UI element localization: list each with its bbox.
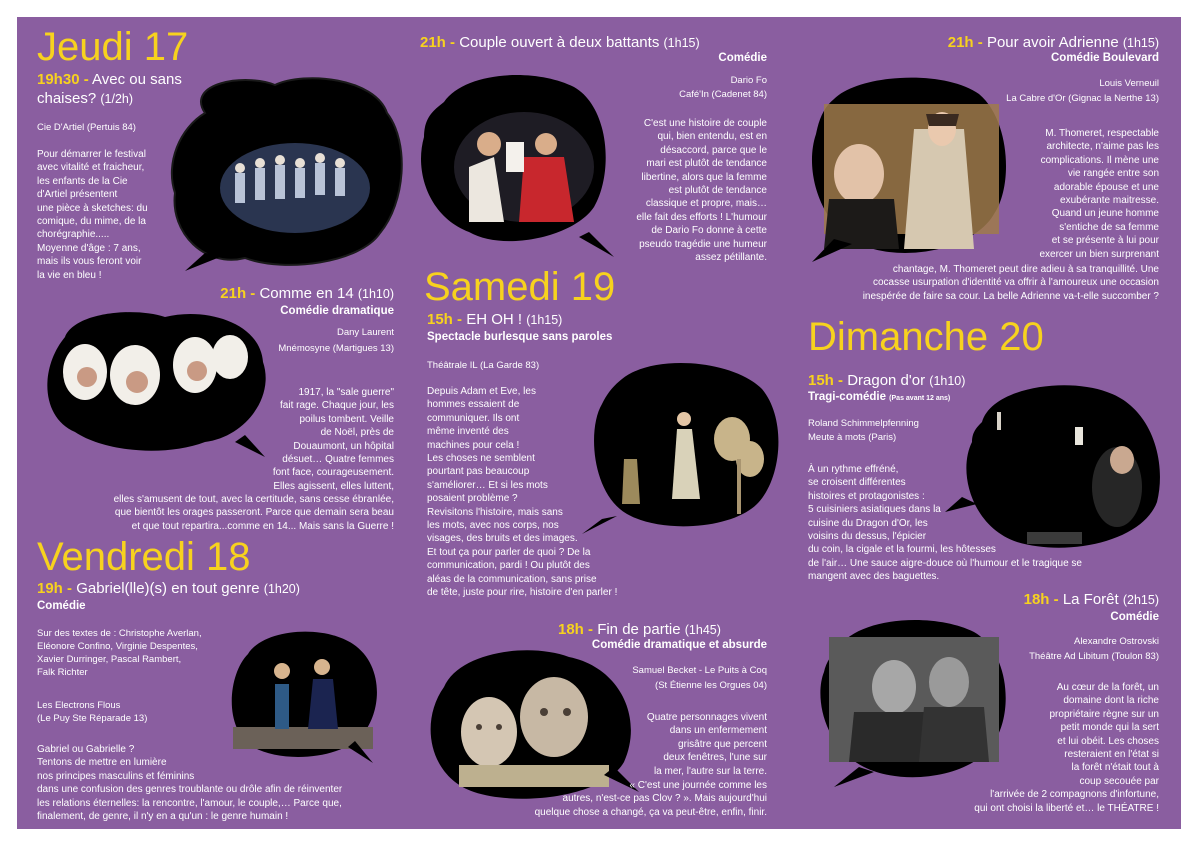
genre-label: Comédie <box>37 600 86 612</box>
show-description-bottom: « C'est une journée comme les autres, n'est-ce pas Clov ? ». Mais aujourd'hui quelque chose a changé, ça va peut-être, enfin, finir. <box>534 780 767 818</box>
show-description: 1917, la "sale guerre" fait rage. Chaque jour, les poilus tombent. Veille de Noël, près de Douaumont, un hôpital désuet… Quatre femmes font face, courageusement. Elles agissent, elles luttent, <box>272 387 394 492</box>
company: Meute à mots (Paris) <box>808 432 897 443</box>
show-description: Depuis Adam et Eve, les hommes essaient de communiquer. Ils ont même inventé des machines pour cela ! Les choses ne semblent pourtant pas beaucoup s'améliorer… Et si les mots posaient problème ? Revisitons l'histoire, mais sans les mots, avec nos corps, nos visages, des bruits et des images. Et tout ça pour parler de quoi ? De la communication, pardi ! Ou plutôt des aléas de la communication, sans prise de tête, juste pour rire, histoire d'en parler ! <box>427 386 618 599</box>
genre-label: Spectacle burlesque sans paroles <box>427 331 613 343</box>
show-title-line2: chaises? (1/2h) <box>37 90 134 107</box>
company: (St Étienne les Orgues 04) <box>655 680 767 691</box>
show-description: Pour démarrer le festival avec vitalité et fraicheur, les enfants de la Cie d'Artiel présentent une pièce à sketches: du comique, du mime, de la chorégraphie..... Moyenne d'âge : 7 ans, mais ils vous feront voir la vie en bleu ! <box>37 149 148 281</box>
show-title-la-foret: 18h - La Forêt (2h15) <box>1023 591 1159 608</box>
show-title-eh-oh: 15h - EH OH ! (1h15) <box>427 311 563 328</box>
show-title-comme-en-14: 21h - Comme en 14 (1h10) <box>220 285 394 302</box>
show-title-pour-avoir-adrienne: 21h - Pour avoir Adrienne (1h15) <box>947 34 1159 51</box>
show-description: Au cœur de la forêt, un domaine dont la riche propriétaire règne sur un petit monde qui la sert et lui obéit. Les choses resteraient en l'état si la forêt n'était tout à coup secouée par l'arrivée de 2 compagnons d'infortune, qui ont choisi la liberté et… le THÉATRE ! <box>974 682 1159 814</box>
show-title-gabriel: 19h - Gabriel(lle)(s) en tout genre (1h20) <box>37 580 300 597</box>
author: Dario Fo <box>730 75 767 86</box>
show-description: Quatre personnages vivent dans un enfermement grisâtre que percent deux fenêtres, l'une sur la mer, l'autre sur la terre. <box>646 712 767 777</box>
show-title-avec-ou-sans-chaises: 19h30 - Avec ou sans <box>37 71 182 88</box>
author: Louis Verneuil <box>1099 78 1159 89</box>
show-description-bottom: chantage, M. Thomeret peut dire adieu à sa tranquillité. Une cocasse usurpation d'identité va offrir à l'amoureux une occasion inespérée de faire sa cour. La belle Adrienne va-t-elle succomber ? <box>862 264 1159 302</box>
programme-panel <box>17 17 1181 829</box>
genre-label: Comédie Boulevard <box>1051 52 1159 64</box>
company: La Cabre d'Or (Gignac la Nerthe 13) <box>1006 93 1159 104</box>
genre-label: Comédie dramatique et absurde <box>591 639 767 651</box>
children-on-chairs-photo <box>165 73 405 273</box>
day-heading-dimanche: Dimanche 20 <box>808 315 1044 359</box>
show-description: C'est une histoire de couple qui, bien entendu, est en désaccord, parce que le mari est plutôt de tendance libertine, alors que la femme est plutôt de tendance classique et propre, mais… elle fait des efforts ! L'humour de Dario Fo donne à cette pseudo tragédie une humeur assez pétillante. <box>636 118 767 264</box>
author: Dany Laurent <box>336 327 394 338</box>
nurses-photo <box>35 307 270 457</box>
authors-list: Sur des textes de : Christophe Averlan, Eléonore Confino, Virginie Despentes, Xavier Durringer, Pascal Rambert, Falk Richter <box>37 628 202 678</box>
company: Les Electrons Flous (Le Puy Ste Réparade 13) <box>37 700 148 724</box>
genre-label: Comédie <box>1110 611 1159 623</box>
show-description-bottom: elles s'amusent de tout, avec la certitude, sans cesse ébranlée, que bientôt les orages passeront. Parce que demain sera beau et que tout repartira...comme en 14... Mais sans la Guerre ! <box>113 494 394 532</box>
genre-label: Tragi-comédie (Pas avant 12 ans) <box>808 391 951 403</box>
author: Samuel Becket - Le Puits à Coq <box>632 665 767 676</box>
adrienne-photo <box>804 74 1014 264</box>
show-title-fin-de-partie: 18h - Fin de partie (1h45) <box>558 621 721 638</box>
company: Théâtrale IL (La Garde 83) <box>427 360 540 371</box>
show-title-couple-ouvert: 21h - Couple ouvert à deux battants (1h15) <box>420 34 700 51</box>
show-description: M. Thomeret, respectable architecte, n'aime pas les complications. Il mène une vie rangée entre son adorable épouse et une exubérante maitresse. Quand un jeune homme s'entiche de sa femme et se présente à lui pour exercer un bien surprenant <box>1039 128 1159 260</box>
day-heading-vendredi: Vendredi 18 <box>37 535 251 579</box>
show-description: À un rythme effréné, se croisent différentes histoires et protagonistes : 5 cuisiniers asiatiques dans la cuisine du Dragon d'Or, les voisins du dessus, l'épicier du coin, la cigale et la fourmi, les hôtesses de l'air… Une sauce aigre-douce où l'humour et le tragique se mangent avec des baguettes. <box>808 464 1082 583</box>
company: Théâtre Ad Libitum (Toulon 83) <box>1029 651 1159 662</box>
show-title-dragon-dor: 15h - Dragon d'or (1h10) <box>808 372 966 389</box>
company: Café'In (Cadenet 84) <box>679 89 767 100</box>
company: Cie D'Artiel (Pertuis 84) <box>37 122 136 133</box>
show-description: Gabriel ou Gabrielle ? Tentons de mettre en lumière nos principes masculins et féminins dans une confusion des genres troublante ou drôle afin de réinventer les relations éternelles: la rencontre, l'amour, le couple,… Parce que, finalement, de genre, il n'y en a qu'un : le genre humain ! <box>37 744 343 823</box>
company: Mnémosyne (Martigues 13) <box>278 343 394 354</box>
day-heading-samedi: Samedi 19 <box>424 265 616 309</box>
genre-label: Comédie <box>718 52 767 64</box>
author: Alexandre Ostrovski <box>1073 636 1159 647</box>
burlesque-stage-photo <box>582 359 782 534</box>
genre-label: Comédie dramatique <box>280 305 394 317</box>
couple-comedy-photo <box>414 72 614 257</box>
author: Roland Schimmelpfenning <box>808 418 919 429</box>
day-heading-jeudi: Jeudi 17 <box>37 25 189 69</box>
